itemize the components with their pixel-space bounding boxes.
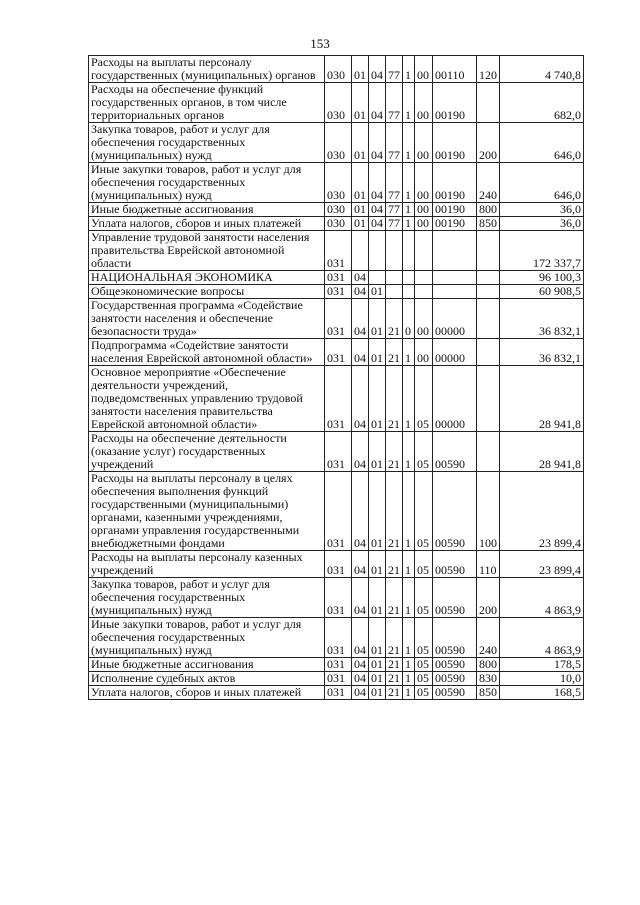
direction-code-cell: 00590 xyxy=(433,672,477,686)
direction-code-cell: 00590 xyxy=(433,686,477,700)
expense-type-cell xyxy=(477,366,500,432)
pr-code-cell: 04 xyxy=(369,56,386,83)
table-row xyxy=(89,271,584,285)
gr-code-cell: 031 xyxy=(325,472,352,551)
rz-code-cell: 04 xyxy=(352,578,369,618)
gr-code-cell: 031 xyxy=(325,686,352,700)
expense-type-cell xyxy=(477,432,500,472)
table-row xyxy=(89,163,584,203)
program-code-cell xyxy=(386,231,403,271)
row-name-cell: Закупка товаров, работ и услуг для обеспечения государственных (муниципальных) нужд xyxy=(89,123,325,163)
expense-type-cell xyxy=(477,83,500,123)
rz-code-cell: 04 xyxy=(352,299,369,339)
subprogram-code-cell: 1 xyxy=(403,56,415,83)
sum-cell: 60 908,5 xyxy=(500,285,584,299)
measure-code-cell: 05 xyxy=(415,686,433,700)
expense-type-cell xyxy=(477,339,500,366)
direction-code-cell xyxy=(433,231,477,271)
rz-code-cell: 04 xyxy=(352,271,369,285)
program-code-cell: 21 xyxy=(386,578,403,618)
table-row xyxy=(89,432,584,472)
expense-type-cell: 800 xyxy=(477,203,500,217)
program-code-cell xyxy=(386,285,403,299)
rz-code-cell: 04 xyxy=(352,551,369,578)
subprogram-code-cell xyxy=(403,231,415,271)
table-row xyxy=(89,203,584,217)
table-row xyxy=(89,339,584,366)
pr-code-cell xyxy=(369,271,386,285)
gr-code-cell: 031 xyxy=(325,578,352,618)
subprogram-code-cell: 1 xyxy=(403,83,415,123)
program-code-cell: 21 xyxy=(386,472,403,551)
direction-code-cell: 00190 xyxy=(433,203,477,217)
program-code-cell: 77 xyxy=(386,56,403,83)
pr-code-cell: 01 xyxy=(369,472,386,551)
pr-code-cell: 01 xyxy=(369,686,386,700)
expense-type-cell: 850 xyxy=(477,686,500,700)
rz-code-cell: 04 xyxy=(352,366,369,432)
table-row xyxy=(89,686,584,700)
row-name-cell: Уплата налогов, сборов и иных платежей xyxy=(89,686,325,700)
pr-code-cell: 01 xyxy=(369,339,386,366)
table-row xyxy=(89,83,584,123)
pr-code-cell: 01 xyxy=(369,285,386,299)
rz-code-cell: 01 xyxy=(352,217,369,231)
gr-code-cell: 031 xyxy=(325,551,352,578)
pr-code-cell: 01 xyxy=(369,578,386,618)
sum-cell: 4 740,8 xyxy=(500,56,584,83)
gr-code-cell: 030 xyxy=(325,217,352,231)
sum-cell: 646,0 xyxy=(500,123,584,163)
measure-code-cell: 05 xyxy=(415,658,433,672)
subprogram-code-cell: 1 xyxy=(403,123,415,163)
table-row xyxy=(89,658,584,672)
table-row xyxy=(89,123,584,163)
rz-code-cell: 04 xyxy=(352,686,369,700)
program-code-cell xyxy=(386,271,403,285)
row-name-cell: Общеэкономические вопросы xyxy=(89,285,325,299)
subprogram-code-cell: 1 xyxy=(403,203,415,217)
direction-code-cell: 00590 xyxy=(433,578,477,618)
subprogram-code-cell: 1 xyxy=(403,432,415,472)
table-row xyxy=(89,366,584,432)
gr-code-cell: 030 xyxy=(325,83,352,123)
table-row xyxy=(89,618,584,658)
rz-code-cell: 04 xyxy=(352,339,369,366)
row-name-cell: Государственная программа «Содействие занятости населения и обеспечение безопасности труда» xyxy=(89,299,325,339)
gr-code-cell: 030 xyxy=(325,56,352,83)
gr-code-cell: 031 xyxy=(325,672,352,686)
rz-code-cell: 04 xyxy=(352,285,369,299)
row-name-cell: Расходы на выплаты персоналу казенных учреждений xyxy=(89,551,325,578)
gr-code-cell: 031 xyxy=(325,285,352,299)
pr-code-cell: 01 xyxy=(369,432,386,472)
measure-code-cell: 05 xyxy=(415,618,433,658)
sum-cell: 172 337,7 xyxy=(500,231,584,271)
measure-code-cell xyxy=(415,285,433,299)
program-code-cell: 77 xyxy=(386,83,403,123)
expense-type-cell xyxy=(477,271,500,285)
rz-code-cell: 01 xyxy=(352,83,369,123)
table-row xyxy=(89,578,584,618)
table-row xyxy=(89,672,584,686)
program-code-cell: 77 xyxy=(386,123,403,163)
subprogram-code-cell: 1 xyxy=(403,551,415,578)
gr-code-cell: 031 xyxy=(325,299,352,339)
subprogram-code-cell: 1 xyxy=(403,366,415,432)
program-code-cell: 21 xyxy=(386,658,403,672)
rz-code-cell: 04 xyxy=(352,618,369,658)
program-code-cell: 21 xyxy=(386,551,403,578)
pr-code-cell xyxy=(369,231,386,271)
measure-code-cell: 00 xyxy=(415,123,433,163)
sum-cell: 36 832,1 xyxy=(500,299,584,339)
measure-code-cell: 00 xyxy=(415,217,433,231)
table-row xyxy=(89,56,584,83)
expense-type-cell: 240 xyxy=(477,163,500,203)
rz-code-cell: 01 xyxy=(352,203,369,217)
sum-cell: 23 899,4 xyxy=(500,551,584,578)
direction-code-cell: 00000 xyxy=(433,299,477,339)
program-code-cell: 21 xyxy=(386,432,403,472)
rz-code-cell xyxy=(352,231,369,271)
pr-code-cell: 01 xyxy=(369,366,386,432)
sum-cell: 36,0 xyxy=(500,217,584,231)
direction-code-cell: 00590 xyxy=(433,472,477,551)
table-row xyxy=(89,285,584,299)
expense-type-cell: 110 xyxy=(477,551,500,578)
pr-code-cell: 01 xyxy=(369,618,386,658)
row-name-cell: Управление трудовой занятости населения правительства Еврейской автономной области xyxy=(89,231,325,271)
direction-code-cell: 00190 xyxy=(433,83,477,123)
pr-code-cell: 01 xyxy=(369,672,386,686)
direction-code-cell: 00190 xyxy=(433,217,477,231)
page-number: 153 xyxy=(310,36,330,51)
expense-type-cell xyxy=(477,231,500,271)
gr-code-cell: 031 xyxy=(325,271,352,285)
subprogram-code-cell: 1 xyxy=(403,217,415,231)
gr-code-cell: 031 xyxy=(325,432,352,472)
budget-table xyxy=(88,55,584,700)
expense-type-cell: 100 xyxy=(477,472,500,551)
sum-cell: 28 941,8 xyxy=(500,432,584,472)
measure-code-cell xyxy=(415,231,433,271)
sum-cell: 23 899,4 xyxy=(500,472,584,551)
table-body xyxy=(89,56,584,700)
program-code-cell: 21 xyxy=(386,299,403,339)
sum-cell: 4 863,9 xyxy=(500,578,584,618)
direction-code-cell: 00590 xyxy=(433,658,477,672)
pr-code-cell: 04 xyxy=(369,123,386,163)
row-name-cell: Расходы на выплаты персоналу в целях обеспечения выполнения функций государственными (муниципальными) органами, казенными учреждениями, органами управления государственными внебюджетными фондами xyxy=(89,472,325,551)
gr-code-cell: 030 xyxy=(325,163,352,203)
sum-cell: 96 100,3 xyxy=(500,271,584,285)
measure-code-cell: 05 xyxy=(415,672,433,686)
gr-code-cell: 031 xyxy=(325,366,352,432)
gr-code-cell: 031 xyxy=(325,618,352,658)
sum-cell: 10,0 xyxy=(500,672,584,686)
sum-cell: 4 863,9 xyxy=(500,618,584,658)
expense-type-cell: 200 xyxy=(477,578,500,618)
subprogram-code-cell: 0 xyxy=(403,299,415,339)
measure-code-cell: 05 xyxy=(415,432,433,472)
expense-type-cell: 800 xyxy=(477,658,500,672)
sum-cell: 168,5 xyxy=(500,686,584,700)
pr-code-cell: 04 xyxy=(369,203,386,217)
subprogram-code-cell: 1 xyxy=(403,339,415,366)
program-code-cell: 21 xyxy=(386,672,403,686)
row-name-cell: Исполнение судебных актов xyxy=(89,672,325,686)
gr-code-cell: 031 xyxy=(325,658,352,672)
table-row xyxy=(89,472,584,551)
expense-type-cell xyxy=(477,285,500,299)
program-code-cell: 77 xyxy=(386,217,403,231)
row-name-cell: Закупка товаров, работ и услуг для обеспечения государственных (муниципальных) нужд xyxy=(89,578,325,618)
measure-code-cell: 05 xyxy=(415,366,433,432)
expense-type-cell xyxy=(477,299,500,339)
direction-code-cell: 00590 xyxy=(433,618,477,658)
expense-type-cell: 850 xyxy=(477,217,500,231)
subprogram-code-cell: 1 xyxy=(403,672,415,686)
row-name-cell: НАЦИОНАЛЬНАЯ ЭКОНОМИКА xyxy=(89,271,325,285)
expense-type-cell: 240 xyxy=(477,618,500,658)
row-name-cell: Расходы на обеспечение функций государственных органов, в том числе территориальных органов xyxy=(89,83,325,123)
direction-code-cell xyxy=(433,271,477,285)
direction-code-cell xyxy=(433,285,477,299)
measure-code-cell: 00 xyxy=(415,163,433,203)
gr-code-cell: 031 xyxy=(325,339,352,366)
pr-code-cell: 04 xyxy=(369,217,386,231)
table-row xyxy=(89,299,584,339)
gr-code-cell: 030 xyxy=(325,203,352,217)
row-name-cell: Иные бюджетные ассигнования xyxy=(89,658,325,672)
pr-code-cell: 04 xyxy=(369,163,386,203)
expense-type-cell: 830 xyxy=(477,672,500,686)
subprogram-code-cell: 1 xyxy=(403,686,415,700)
rz-code-cell: 04 xyxy=(352,672,369,686)
subprogram-code-cell xyxy=(403,271,415,285)
subprogram-code-cell xyxy=(403,285,415,299)
measure-code-cell: 05 xyxy=(415,472,433,551)
direction-code-cell: 00110 xyxy=(433,56,477,83)
direction-code-cell: 00590 xyxy=(433,551,477,578)
program-code-cell: 21 xyxy=(386,366,403,432)
pr-code-cell: 01 xyxy=(369,551,386,578)
subprogram-code-cell: 1 xyxy=(403,658,415,672)
pr-code-cell: 04 xyxy=(369,83,386,123)
measure-code-cell: 00 xyxy=(415,56,433,83)
expense-type-cell: 200 xyxy=(477,123,500,163)
sum-cell: 682,0 xyxy=(500,83,584,123)
row-name-cell: Расходы на выплаты персоналу государственных (муниципальных) органов xyxy=(89,56,325,83)
measure-code-cell: 00 xyxy=(415,339,433,366)
subprogram-code-cell: 1 xyxy=(403,472,415,551)
table-row xyxy=(89,231,584,271)
sum-cell: 178,5 xyxy=(500,658,584,672)
rz-code-cell: 04 xyxy=(352,472,369,551)
program-code-cell: 21 xyxy=(386,339,403,366)
row-name-cell: Подпрограмма «Содействие занятости населения Еврейской автономной области» xyxy=(89,339,325,366)
table-row xyxy=(89,217,584,231)
table-row xyxy=(89,551,584,578)
row-name-cell: Иные закупки товаров, работ и услуг для обеспечения государственных (муниципальных) нужд xyxy=(89,163,325,203)
program-code-cell: 77 xyxy=(386,163,403,203)
row-name-cell: Иные закупки товаров, работ и услуг для обеспечения государственных (муниципальных) нужд xyxy=(89,618,325,658)
direction-code-cell: 00000 xyxy=(433,339,477,366)
rz-code-cell: 01 xyxy=(352,56,369,83)
program-code-cell: 21 xyxy=(386,686,403,700)
subprogram-code-cell: 1 xyxy=(403,618,415,658)
program-code-cell: 77 xyxy=(386,203,403,217)
rz-code-cell: 04 xyxy=(352,432,369,472)
row-name-cell: Основное мероприятие «Обеспечение деятельности учреждений, подведомственных управлению трудовой занятости населения правительства Еврейской автономной области» xyxy=(89,366,325,432)
measure-code-cell: 00 xyxy=(415,83,433,123)
gr-code-cell: 030 xyxy=(325,123,352,163)
subprogram-code-cell: 1 xyxy=(403,163,415,203)
sum-cell: 646,0 xyxy=(500,163,584,203)
sum-cell: 36 832,1 xyxy=(500,339,584,366)
pr-code-cell: 01 xyxy=(369,299,386,339)
rz-code-cell: 04 xyxy=(352,658,369,672)
direction-code-cell: 00000 xyxy=(433,366,477,432)
sum-cell: 28 941,8 xyxy=(500,366,584,432)
subprogram-code-cell: 1 xyxy=(403,578,415,618)
direction-code-cell: 00190 xyxy=(433,123,477,163)
row-name-cell: Расходы на обеспечение деятельности (оказание услуг) государственных учреждений xyxy=(89,432,325,472)
gr-code-cell: 031 xyxy=(325,231,352,271)
measure-code-cell: 05 xyxy=(415,578,433,618)
measure-code-cell: 00 xyxy=(415,203,433,217)
measure-code-cell: 05 xyxy=(415,551,433,578)
direction-code-cell: 00590 xyxy=(433,432,477,472)
expense-type-cell: 120 xyxy=(477,56,500,83)
rz-code-cell: 01 xyxy=(352,123,369,163)
row-name-cell: Иные бюджетные ассигнования xyxy=(89,203,325,217)
measure-code-cell: 00 xyxy=(415,299,433,339)
program-code-cell: 21 xyxy=(386,618,403,658)
pr-code-cell: 01 xyxy=(369,658,386,672)
sum-cell: 36,0 xyxy=(500,203,584,217)
measure-code-cell xyxy=(415,271,433,285)
rz-code-cell: 01 xyxy=(352,163,369,203)
row-name-cell: Уплата налогов, сборов и иных платежей xyxy=(89,217,325,231)
direction-code-cell: 00190 xyxy=(433,163,477,203)
